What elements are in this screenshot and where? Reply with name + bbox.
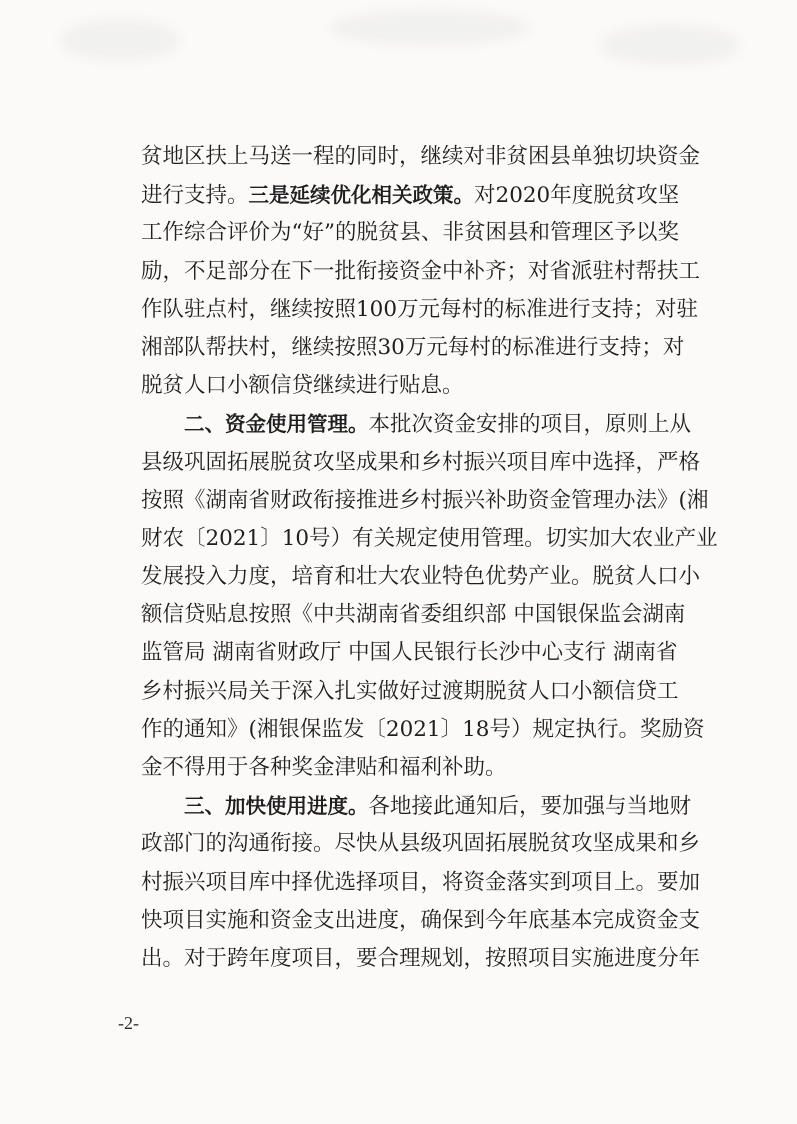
text-line: 快项目实施和资金支出进度，确保到今年底基本完成资金支 [141, 908, 701, 933]
text-line: 财农〔2021〕10号）有关规定使用管理。切实加大农业产业 [141, 526, 718, 551]
text-line: 作的通知》(湘银保监发〔2021〕18号）规定执行。奖励资 [141, 717, 705, 742]
section-heading-line: 三、加快使用进度。各地接此通知后，要加强与当地财 [184, 794, 692, 819]
text-line: 县级巩固拓展脱贫攻坚成果和乡村振兴项目库中选择，严格 [141, 450, 701, 475]
text-line: 脱贫人口小额信贷继续进行贴息。 [141, 373, 464, 398]
text-line: 金不得用于各种奖金津贴和福利补助。 [141, 755, 507, 780]
text-line: 贫地区扶上马送一程的同时，继续对非贫困县单独切块资金 [141, 144, 701, 169]
text-line: 进行支持。三是延续优化相关政策。对2020年度脱贫攻坚 [141, 183, 680, 208]
text-line: 发展投入力度，培育和壮大农业特色优势产业。脱贫人口小 [141, 564, 701, 589]
emphasis-text: 三是延续优化相关政策。 [248, 183, 475, 207]
text-line: 湘部队帮扶村，继续按照30万元每村的标准进行支持；对 [141, 335, 685, 360]
text-line: 政部门的沟通衔接。尽快从县级巩固拓展脱贫攻坚成果和乡 [141, 831, 701, 856]
section-heading-line: 二、资金使用管理。本批次资金安排的项目，原则上从 [184, 412, 692, 437]
scan-smudge [600, 25, 740, 65]
scan-smudge [60, 20, 180, 60]
scan-smudge [330, 10, 530, 45]
text-line: 额信贷贴息按照《中共湖南省委组织部 中国银保监会湖南 [141, 602, 686, 627]
text-line: 按照《湖南省财政衔接推进乡村振兴补助资金管理办法》(湘 [141, 488, 709, 513]
text-line: 村振兴项目库中择优选择项目，将资金落实到项目上。要加 [141, 870, 701, 895]
text-line: 监管局 湖南省财政厅 中国人民银行长沙中心支行 湖南省 [141, 640, 678, 665]
text-line: 出。对于跨年度项目，要合理规划，按照项目实施进度分年 [141, 946, 701, 971]
text-line: 作队驻点村，继续按照100万元每村的标准进行支持；对驻 [141, 297, 699, 322]
text-line: 乡村振兴局关于深入扎实做好过渡期脱贫人口小额信贷工 [141, 679, 679, 704]
text-line: 励，不足部分在下一批衔接资金中补齐；对省派驻村帮扶工 [141, 259, 701, 284]
section-heading: 二、资金使用管理。 [184, 412, 369, 436]
text-line: 工作综合评价为“好”的脱贫县、非贫困县和管理区予以奖 [141, 220, 679, 245]
section-heading: 三、加快使用进度。 [184, 794, 369, 818]
page-number: -2- [118, 1013, 139, 1033]
